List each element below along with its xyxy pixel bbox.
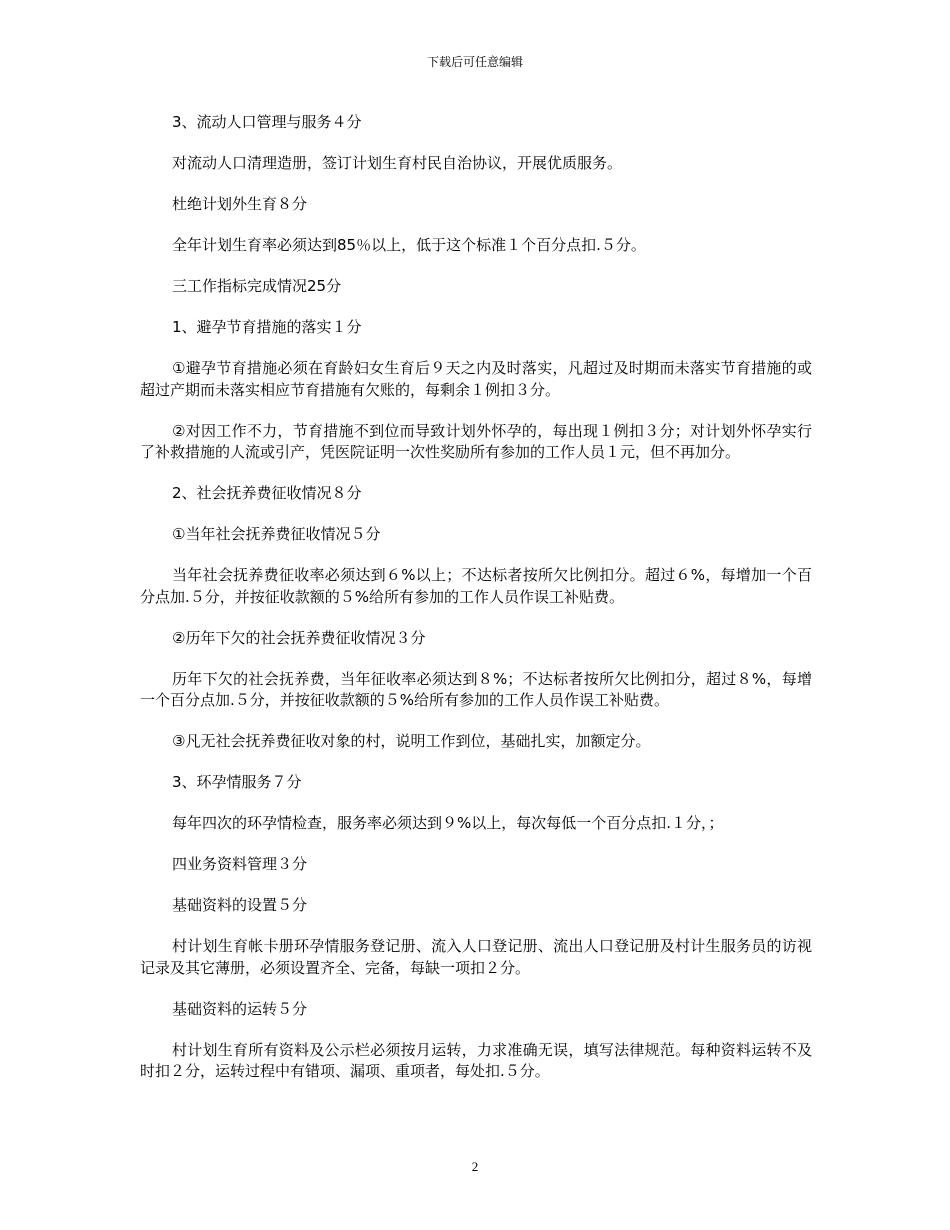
paragraph: 每年四次的环孕情检查，服务率必须达到９%以上，每次每低一个百分点扣.１分，； xyxy=(172,814,724,832)
paragraph: 四业务资料管理３分 xyxy=(172,855,308,873)
paragraph: ①当年社会抚养费征收情况５分 xyxy=(172,525,381,543)
download-note: 下载后可任意编辑 xyxy=(426,55,523,69)
paragraph: 基础资料的运转５分 xyxy=(172,999,308,1018)
paragraph: 杜绝计划外生育８分 xyxy=(172,195,308,213)
paragraph: ②历年下欠的社会抚养费征收情况３分 xyxy=(172,628,426,647)
document-body xyxy=(140,112,812,1102)
paragraph: ②对因工作不力，节育措施不到位而导致计划外怀孕的，每出现１例扣３分；对计划外怀孕实行了补救措施的人流或引产，凭医院证明一次性奖励所有参加的工作人员１元，但不再加分。 xyxy=(140,421,812,461)
paragraph: 三工作指标完成情况25分 xyxy=(172,277,342,295)
paragraph: 村计划生育所有资料及公示栏必须按月运转，力求准确无误，填写法律规范。每种资料运转不及时扣２分，运转过程中有错项、漏项、重项者，每处扣.５分。 xyxy=(140,1040,812,1080)
paragraph: 对流动人口清理造册，签订计划生育村民自治协议，开展优质服务。 xyxy=(172,154,623,172)
paragraph: 1、避孕节育措施的落实１分 xyxy=(172,318,362,336)
page-number: 2 xyxy=(471,1159,479,1174)
paragraph: 基础资料的设置５分 xyxy=(172,896,308,914)
paragraph: ③凡无社会抚养费征收对象的村，说明工作到位，基础扎实，加额定分。 xyxy=(172,732,651,750)
paragraph: 2、社会抚养费征收情况８分 xyxy=(172,484,362,502)
paragraph: 村计划生育帐卡册环孕情服务登记册、流入人口登记册、流出人口登记册及村计生服务员的访视记录及其它薄册，必须设置齐全、完备，每缺一项扣２分。 xyxy=(140,937,812,977)
paragraph: ①避孕节育措施必须在育龄妇女生育后９天之内及时落实，凡超过及时期而未落实节育措施的或超过产期而未落实相应节育措施有欠账的，每剩余１例扣３分。 xyxy=(140,359,812,399)
paragraph: 全年计划生育率必须达到85％以上，低于这个标准１个百分点扣.５分。 xyxy=(172,236,646,254)
paragraph: 3、环孕情服务７分 xyxy=(172,773,302,791)
paragraph: 历年下欠的社会抚养费，当年征收率必须达到８%；不达标者按所欠比例扣分，超过８%，每增一个百分点加.５分，并按征收款额的５%给所有参加的工作人员作误工补贴费。 xyxy=(140,669,812,709)
paragraph: 当年社会抚养费征收率必须达到６%以上；不达标者按所欠比例扣分。超过６%，每增加一个百分点加.５分，并按征收款额的５%给所有参加的工作人员作误工补贴费。 xyxy=(140,566,812,606)
paragraph: 3、流动人口管理与服务４分 xyxy=(172,113,362,131)
